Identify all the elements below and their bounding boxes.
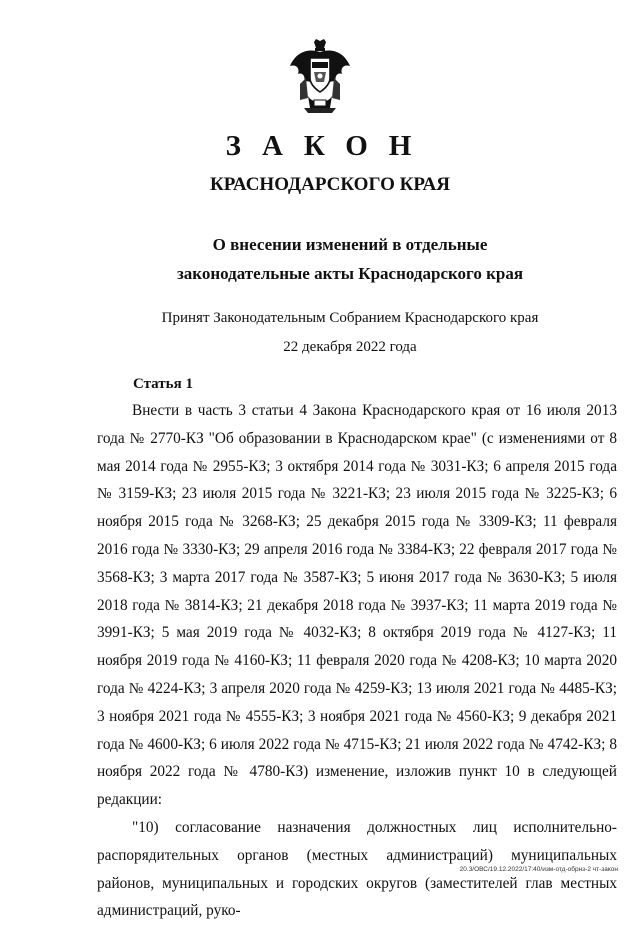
article-paragraph: Внести в часть 3 статьи 4 Закона Краснодарского края от 16 июля 2013 года № 2770-КЗ "Об образовании в Краснодарском крае" (с изменениями от 8 мая 2014 года № 2955-КЗ; 3 октября 2014 года № 3031-КЗ; 6 апреля 2015 года № 3159-КЗ; 23 июля 2015 года № 3221-КЗ; 23 июля 2015 года № 3225-КЗ; 6 ноября 2015 года № 3268-КЗ; 25 декабря 2015 года № 3309-КЗ; 11 февраля 2016 года № 3330-КЗ; 29 апреля 2016 года № 3384-КЗ; 22 февраля 2017 года № 3568-КЗ; 3 марта 2017 года № 3587-КЗ; 5 июня 2017 года № 3630-КЗ; 5 июля 2018 года № 3814-КЗ; 21 декабря 2018 года № 3937-КЗ; 11 марта 2019 года № 3991-КЗ; 5 мая 2019 года № 4032-КЗ; 8 октября 2019 года № 4127-КЗ; 11 ноября 2019 года № 4160-КЗ; 11 февраля 2020 года № 4208-КЗ; 10 марта 2020 года № 4224-КЗ; 3 апреля 2020 года № 4259-КЗ; 13 июля 2021 года № 4485-КЗ; 3 ноября 2021 года № 4555-КЗ; 3 ноября 2021 года № 4560-КЗ; 9 декабря 2021 года № 4600-КЗ; 6 июля 2022 года № 4715-КЗ; 21 июля 2022 года № 4742-КЗ; 8 ноября 2022 года № 4780-КЗ) изменение, изложив пункт 10 в следующей редакции: [97,402,617,809]
article-paragraph: "10) согласование назначения должностных лиц исполнительно-распорядительных органов (местных администраций) муниципальных районов, муниципальных и городских округов (заместителей глав местных администраций, руко- [97,818,617,920]
article-body [97,397,617,925]
coat-of-arms-icon [286,38,354,114]
footer-code: 20.3/ОВС/19.12.2022/17:40/изм-отд-обрнз-2 чт-закон [459,866,618,873]
adoption-date: 22 декабря 2022 года [283,339,417,355]
law-heading-line-1: О внесении изменений в отдельные [212,235,488,254]
adoption-note [0,304,640,362]
document-title: ЗАКОН [225,130,433,162]
law-heading-line-2: законодательные акты Краснодарского края [176,264,524,283]
adoption-note-line-1: Принят Законодательным Собранием Краснодарского края [161,310,539,326]
article-title: Статья 1 [133,376,193,392]
law-heading [0,230,640,288]
document-subtitle: КРАСНОДАРСКОГО КРАЯ [209,174,451,195]
